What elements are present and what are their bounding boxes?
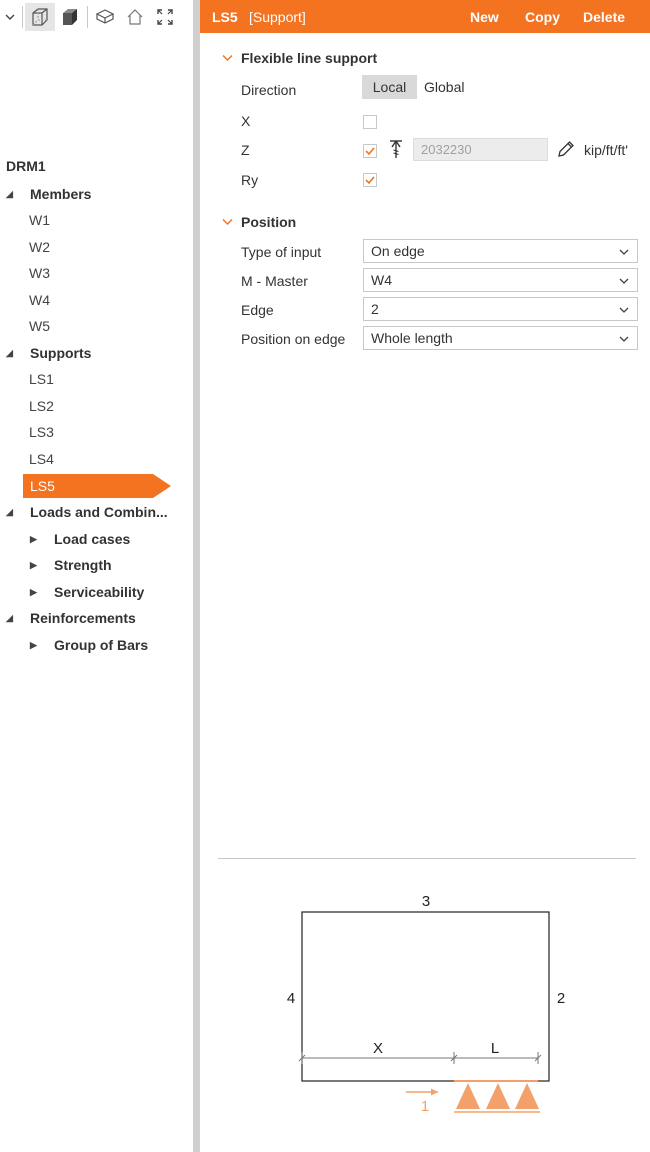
tree-subgroup-serviceability[interactable] [30,580,144,604]
new-button[interactable]: New [470,9,499,25]
object-type: [Support] [249,9,306,25]
collapsed-arrow-icon[interactable]: ▶ [30,586,37,597]
spring-support-icon [389,139,403,162]
master-member-outline [302,912,549,1081]
direction-global-toggle[interactable]: Global [424,79,465,95]
tree-item-label: W4 [29,292,50,308]
x-checkbox[interactable] [363,115,377,129]
expanded-arrow-icon[interactable]: ◢ [6,188,13,199]
support-triangles [456,1083,539,1109]
checkmark-icon [364,145,376,157]
tree-group-supports[interactable] [6,341,91,365]
preview-divider [218,858,636,859]
z-label: Z [241,142,250,158]
tree-item-label: W3 [29,265,50,281]
chevron-down-icon[interactable] [222,51,241,65]
tree-item-ls1[interactable] [29,367,54,391]
z-checkbox[interactable] [363,144,377,158]
tree-group-label: Supports [30,345,92,361]
expanded-arrow-icon[interactable]: ◢ [6,612,13,623]
chevron-down-icon [618,274,630,290]
tree-group-loads-and-combinations[interactable] [6,500,168,524]
master-select[interactable] [363,268,638,292]
tree-item-label: LS4 [29,451,54,467]
home-icon[interactable] [120,3,150,31]
edge-label-left: 4 [286,990,296,1007]
tree-item-ls4[interactable] [29,447,54,471]
select-value: On edge [371,243,425,259]
tree-group-label: Members [30,186,92,202]
tree-item-ls2[interactable] [29,394,54,418]
tree-item-label: W5 [29,318,50,334]
expanded-arrow-icon[interactable]: ◢ [6,506,13,517]
delete-button[interactable]: Delete [583,9,626,25]
tree-subgroup-load-cases[interactable] [30,527,130,551]
checkmark-icon [364,174,376,186]
solid-cube-icon[interactable] [55,3,85,31]
tree-subgroup-group-of-bars[interactable] [30,633,148,657]
tree-root-label[interactable]: DRM1 [6,158,46,174]
tree-subgroup-label: Serviceability [54,584,145,600]
tree-group-reinforcements[interactable] [6,606,136,630]
tree-group-label: Reinforcements [30,610,136,626]
section-title: Flexible line support [241,50,378,66]
x-label: X [241,113,251,129]
front-view-icon[interactable] [90,3,120,31]
tree-item-w3[interactable] [29,261,50,285]
collapsed-arrow-icon[interactable]: ▶ [30,639,37,650]
select-value: Whole length [371,330,453,346]
direction-label: Direction [241,82,297,98]
wireframe-cube-icon[interactable] [25,3,55,31]
position-on-edge-select[interactable] [363,326,638,350]
edge-position-diagram [270,880,570,1120]
chevron-down-icon [618,245,630,261]
position-on-edge-label: Position on edge [241,331,346,347]
type-of-input-label: Type of input [241,244,322,260]
chevron-down-icon[interactable] [222,215,241,229]
z-stiffness-input[interactable]: 2032230 [413,138,548,161]
edge-label-right: 2 [556,990,566,1007]
chevron-down-icon [618,332,630,348]
tree-item-ls3[interactable] [29,420,54,444]
tree-item-label: LS3 [29,424,54,440]
section-position[interactable] [222,214,296,230]
tree-item-w5[interactable] [29,314,50,338]
master-label: M - Master [241,273,308,289]
tree-item-label: LS5 [30,478,55,494]
dimension-x-label: X [372,1040,384,1057]
dimension-line [299,1052,541,1064]
tree-subgroup-strength[interactable] [30,553,112,577]
tree-item-w2[interactable] [29,235,50,259]
ry-label: Ry [241,172,259,188]
toolbar-separator [87,6,88,28]
select-value: 2 [371,301,379,317]
tree-subgroup-label: Strength [54,557,112,573]
tree-subgroup-label: Group of Bars [54,637,149,653]
expanded-arrow-icon[interactable]: ◢ [6,347,13,358]
tree-item-label: W2 [29,239,50,255]
toolbar-separator [22,6,23,28]
tree-group-label: Loads and Combin... [30,504,168,520]
tree-group-members[interactable] [6,182,91,206]
tree-item-label: W1 [29,212,50,228]
tree-subgroup-label: Load cases [54,531,131,547]
view-toolbar [0,0,193,34]
tree-item-label: LS2 [29,398,54,414]
edge-label-bottom: 1 [420,1098,430,1115]
object-id: LS5 [212,9,238,25]
chevron-down-icon [618,303,630,319]
collapsed-arrow-icon[interactable]: ▶ [30,559,37,570]
copy-button[interactable]: Copy [525,9,560,25]
dimension-l-label: L [490,1040,500,1057]
edge-label: Edge [241,302,274,318]
select-value: W4 [371,272,392,288]
properties-header [200,0,650,33]
chevron-down-icon[interactable] [0,3,20,31]
tree-item-ls5-selected[interactable] [23,474,171,498]
type-of-input-select[interactable] [363,239,638,263]
tree-item-w4[interactable] [29,288,50,312]
edge-label-top: 3 [421,893,431,910]
direction-local-toggle[interactable]: Local [362,75,417,99]
edge-select[interactable] [363,297,638,321]
z-unit-label: kip/ft/ft' [584,142,628,158]
section-title: Position [241,214,297,230]
ry-checkbox[interactable] [363,173,377,187]
edge-direction-arrow-icon [406,1089,438,1096]
tree-item-w1[interactable] [29,208,50,232]
fullscreen-icon[interactable] [150,3,180,31]
edit-pencil-icon[interactable] [556,139,576,162]
section-flexible-line-support[interactable] [222,50,377,66]
panel-splitter[interactable] [193,0,200,1152]
tree-item-label: LS1 [29,371,54,387]
collapsed-arrow-icon[interactable]: ▶ [30,533,37,544]
navigator-panel [0,0,193,1152]
